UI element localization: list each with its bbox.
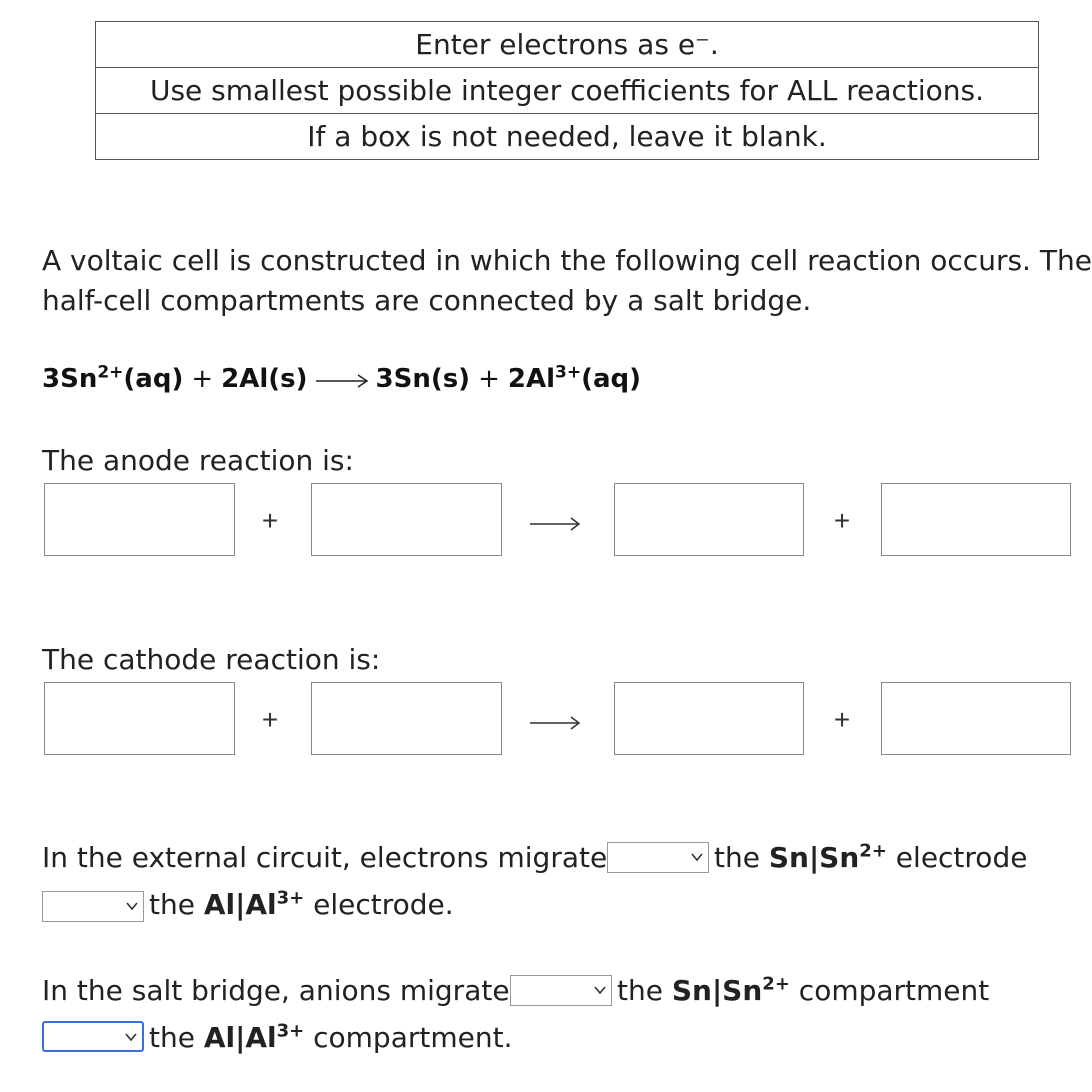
chevron-down-icon xyxy=(593,983,607,997)
salt-bridge-prefix: In the salt bridge, anions migrate xyxy=(42,974,510,1007)
cathode-reactant-1-input[interactable] xyxy=(44,682,235,755)
instruction-coefficients: Use smallest possible integer coefficients for ALL reactions. xyxy=(96,68,1038,114)
cathode-product-2-input[interactable] xyxy=(881,682,1071,755)
product-aluminum-ion: $2Al^{3+}(aq)$ xyxy=(507,362,641,394)
anode-reactant-2-input[interactable] xyxy=(311,483,502,556)
salt-bridge-sn-compartment-text: the $Sn|Sn^{2+}$ compartment xyxy=(617,973,990,1007)
chevron-down-icon xyxy=(125,899,139,913)
chevron-down-icon xyxy=(690,850,704,864)
reaction-plus: + xyxy=(478,364,500,394)
salt-bridge-al-direction-select[interactable] xyxy=(42,1021,144,1052)
cathode-reactant-2-input[interactable] xyxy=(311,682,502,755)
reaction-plus: + xyxy=(191,364,214,394)
instructions-table xyxy=(95,21,1039,160)
anode-plus-right: + xyxy=(833,505,851,536)
external-circuit-prefix: In the external circuit, electrons migrate xyxy=(42,841,608,874)
right-arrow-icon xyxy=(312,369,372,389)
anode-label: The anode reaction is: xyxy=(42,444,354,477)
instruction-electrons: Enter electrons as e⁻. xyxy=(96,22,1038,68)
external-circuit-sn-electrode-text: the $Sn|Sn^{2+}$ electrode xyxy=(714,840,1028,874)
external-circuit-al-electrode-text: the $Al|Al^{3+}$ electrode. xyxy=(149,887,454,921)
anode-product-1-input[interactable] xyxy=(614,483,804,556)
right-arrow-icon xyxy=(528,711,584,731)
anode-product-2-input[interactable] xyxy=(881,483,1071,556)
instruction-blank-boxes: If a box is not needed, leave it blank. xyxy=(307,120,827,153)
intro-line-2: half-cell compartments are connected by a salt bridge. xyxy=(42,284,812,317)
external-circuit-sn-direction-select[interactable] xyxy=(607,842,709,873)
cell-reaction xyxy=(42,364,641,394)
product-tin: 3Sn(s) xyxy=(375,364,471,394)
cathode-product-1-input[interactable] xyxy=(614,682,804,755)
salt-bridge-al-compartment-text: the $Al|Al^{3+}$ compartment. xyxy=(149,1020,513,1054)
cathode-plus-left: + xyxy=(261,704,279,735)
reactant-tin-ion: $3Sn^{2+}(aq)$ xyxy=(42,362,184,394)
right-arrow-icon xyxy=(528,512,584,532)
cathode-plus-right: + xyxy=(833,704,851,735)
intro-line-1: A voltaic cell is constructed in which the following cell reaction occurs. The xyxy=(42,244,1092,277)
chevron-down-icon xyxy=(124,1030,138,1044)
anode-plus-left: + xyxy=(261,505,279,536)
cathode-label: The cathode reaction is: xyxy=(42,643,381,676)
salt-bridge-sn-direction-select[interactable] xyxy=(510,975,612,1006)
anode-reactant-1-input[interactable] xyxy=(44,483,235,556)
reactant-aluminum: 2Al(s) xyxy=(221,364,308,394)
external-circuit-al-direction-select[interactable] xyxy=(42,891,144,922)
